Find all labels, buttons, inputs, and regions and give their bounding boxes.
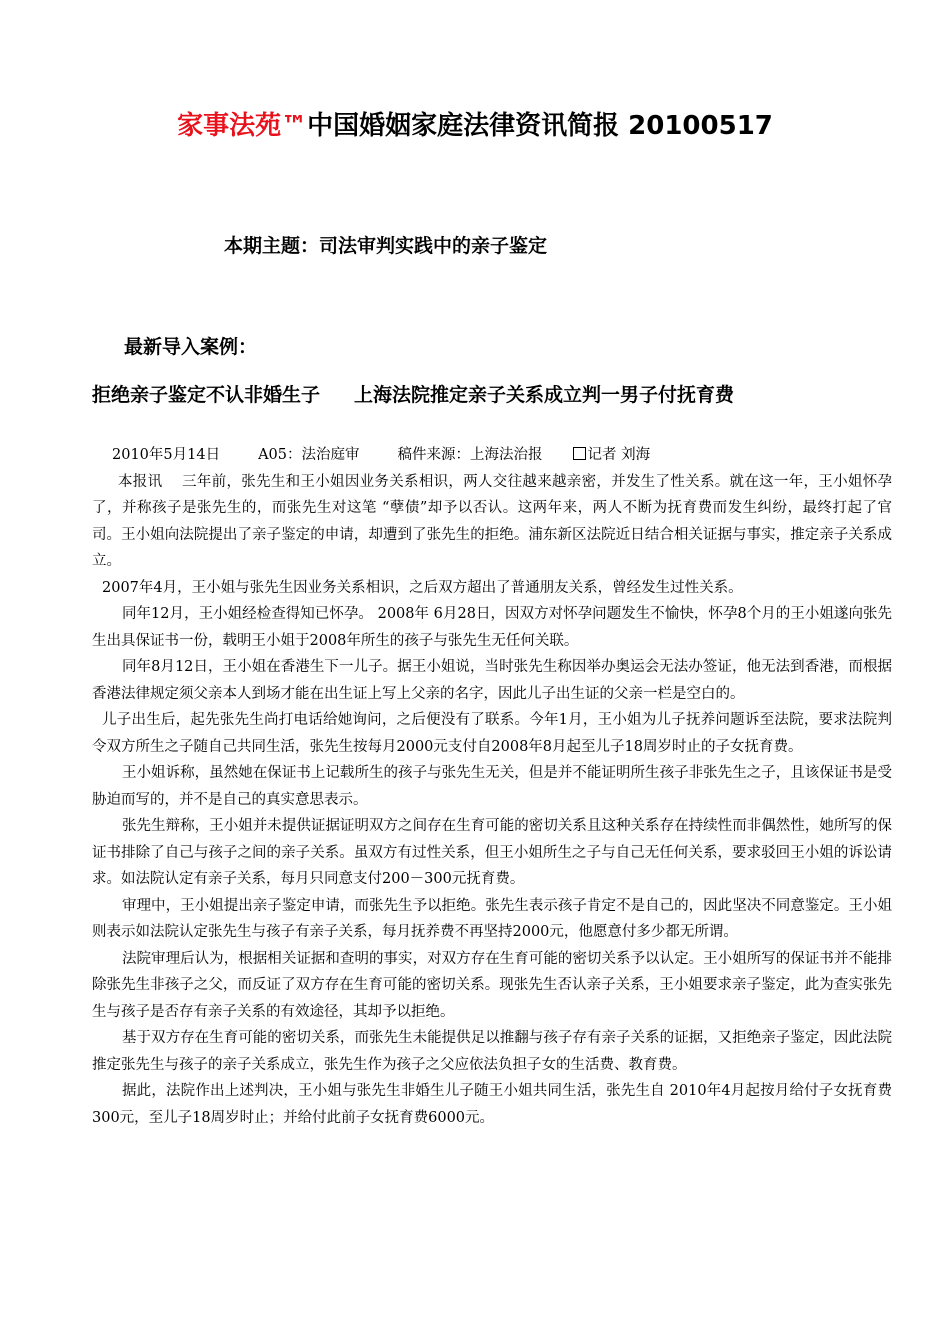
section-label: 最新导入案例： (124, 336, 258, 358)
meta-column: A05：法治庭审 (258, 447, 360, 463)
paragraph: 本报讯 三年前，张先生和王小姐因业务关系相识，两人交往越来越亲密，并发生了性关系。就在这一年，王小姐怀孕了，并称孩子是张先生的，而张先生对这笔 “孽债”却予以否认。这两年来，两人不断为抚育费而发生纠纷，最终打起了官司。王小姐向法院提出了亲子鉴定的申请，却遭到了张先生的拒绝。浦东新区法院近日结合相关证据与事实，推定亲子关系成立。 (92, 473, 892, 569)
checkbox-icon (573, 447, 586, 460)
headline-part-1: 拒绝亲子鉴定不认非婚生子 (92, 384, 321, 406)
paragraph: 据此，法院作出上述判决，王小姐与张先生非婚生儿子随王小姐共同生活，张先生自 2010年4月起按月给付子女抚育费300元，至儿子18周岁时止；并给付此前子女抚育费6000元。 (92, 1083, 892, 1126)
article-meta (92, 442, 892, 469)
paragraph: 同年8月12日，王小姐在香港生下一儿子。据王小姐说，当时张先生称因举办奥运会无法办签证，他无法到香港，而根据香港法律规定须父亲本人到场才能在出生证上写上父亲的名字，因此儿子出生证的父亲一栏是空白的。 (92, 659, 892, 702)
paragraph: 同年12月，王小姐经检查得知已怀孕。 2008年 6月28日，因双方对怀孕问题发生不愉快，怀孕8个月的王小姐遂向张先生出具保证书一份，载明王小姐于2008年所生的孩子与张先生无任何关联。 (92, 606, 892, 649)
meta-date: 2010年5月14日 (112, 447, 221, 463)
paragraph: 审理中，王小姐提出亲子鉴定申请，而张先生予以拒绝。张先生表示孩子肯定不是自己的，因此坚决不同意鉴定。王小姐则表示如法院认定张先生与孩子有亲子关系，每月抚养费不再坚持2000元，他愿意付多少都无所谓。 (92, 897, 892, 940)
issue-topic: 本期主题：司法审判实践中的亲子鉴定 (224, 235, 548, 257)
meta-source: 稿件来源：上海法治报 (397, 447, 543, 463)
paragraph: 基于双方存在生育可能的密切关系，而张先生未能提供足以推翻与孩子存有亲子关系的证据，又拒绝亲子鉴定，因此法院推定张先生与孩子的亲子关系成立，张先生作为孩子之父应依法负担子女的生活费、教育费。 (92, 1030, 892, 1073)
title-text: 中国婚姻家庭法律资讯简报 20100517 (307, 111, 773, 141)
paragraph: 儿子出生后，起先张先生尚打电话给她询问，之后便没有了联系。今年1月，王小姐为儿子抚养问题诉至法院，要求法院判令双方所生之子随自己共同生活，张先生按每月2000元支付自2008年8月起至儿子18周岁时止的子女抚育费。 (92, 712, 892, 755)
document-title (0, 108, 950, 144)
paragraph: 法院审理后认为，根据相关证据和查明的事实，对双方存在生育可能的密切关系予以认定。王小姐所写的保证书并不能排除张先生非孩子之父，而反证了双方存在生育可能的密切关系。现张先生否认亲子关系，王小姐要求亲子鉴定，此为查实张先生与孩子是否存有亲子关系的有效途径，其却予以拒绝。 (92, 950, 892, 1020)
paragraph: 2007年4月，王小姐与张先生因业务关系相识，之后双方超出了普通朋友关系，曾经发生过性关系。 (102, 579, 743, 596)
paragraph: 王小姐诉称，虽然她在保证书上记载所生的孩子与张先生无关，但是并不能证明所生孩子非张先生之子，且该保证书是受胁迫而写的，并不是自己的真实意思表示。 (92, 765, 892, 808)
headline-part-2: 上海法院推定亲子关系成立判一男子付抚育费 (354, 384, 735, 406)
meta-reporter: 记者 刘海 (587, 447, 651, 463)
article-headline (92, 382, 734, 408)
paragraph: 张先生辩称，王小姐并未提供证据证明双方之间存在生育可能的密切关系且这种关系存在持续性而非偶然性，她所写的保证书排除了自己与孩子之间的亲子关系。虽双方有过性关系，但王小姐所生之子与自己无任何关系，要求驳回王小姐的诉讼请求。如法院认定有亲子关系，每月只同意支付200－300元抚育费。 (92, 818, 892, 887)
article-body (92, 442, 892, 1131)
title-brand: 家事法苑™ (177, 111, 308, 141)
